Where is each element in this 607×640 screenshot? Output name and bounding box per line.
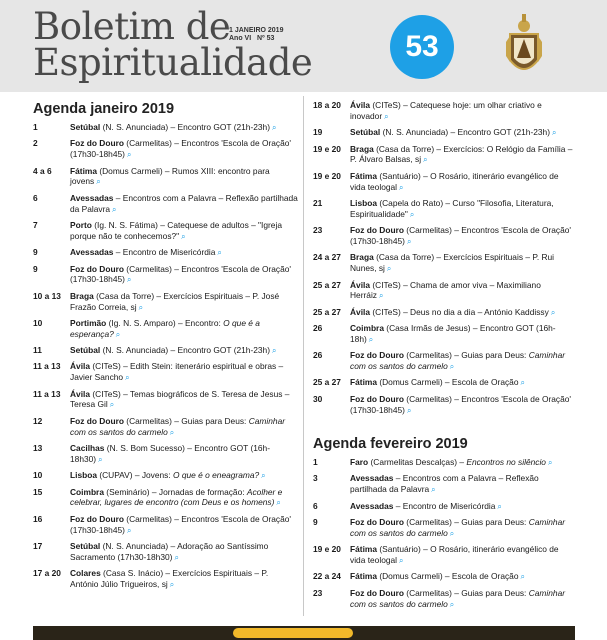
- entry-text: [350, 198, 575, 221]
- agenda-entry: [313, 280, 575, 303]
- magnifier-icon[interactable]: ⌕: [126, 525, 132, 535]
- entry-date: 15: [33, 486, 43, 497]
- entry-date: 17: [33, 541, 43, 551]
- entry-place: Ávila: [350, 279, 371, 290]
- issue-volume-number: [229, 35, 283, 43]
- magnifier-icon[interactable]: ⌕: [550, 307, 556, 317]
- entry-date: 11 a 13: [33, 361, 61, 372]
- entry-text: [70, 138, 298, 161]
- magnifier-icon[interactable]: ⌕: [109, 400, 115, 410]
- magnifier-icon[interactable]: ⌕: [276, 498, 281, 508]
- entry-description: (CITeS) – Deus no dia a dia – António Kaddissy: [370, 306, 549, 317]
- entry-date: 24 a 27: [313, 252, 341, 263]
- agenda-entry: [313, 517, 575, 540]
- entry-place: Fátima: [350, 544, 377, 555]
- entry-date: 11 a 13: [33, 388, 61, 399]
- magnifier-icon[interactable]: ⌕: [409, 209, 415, 219]
- entry-description: (Ig. N. S. Fátima) – Catequese de adultos – "Igreja porque não te conhecemos?": [70, 219, 282, 241]
- entry-text: [350, 377, 575, 389]
- entry-place: Setúbal: [70, 541, 101, 551]
- magnifier-icon[interactable]: ⌕: [181, 231, 186, 241]
- entry-place: Lisboa: [350, 197, 377, 208]
- entry-date: 11: [33, 345, 42, 356]
- entry-description: (Santuário) – O Rosário, itinerário evangélico de vida teologal: [350, 544, 559, 565]
- agenda-entry: [33, 568, 298, 591]
- entry-text: [350, 171, 575, 194]
- entry-text: [350, 323, 575, 346]
- issue-info: [229, 27, 283, 43]
- issue-number-badge: 53: [390, 15, 454, 79]
- entry-text: [70, 541, 298, 564]
- entry-date: 22 a 24: [313, 571, 341, 582]
- entry-description: (N. S. Anunciada) – Encontro GOT (21h-23h): [100, 122, 271, 132]
- entry-date: 6: [313, 500, 318, 511]
- agenda-february-list: [313, 457, 575, 610]
- masthead: [0, 0, 607, 92]
- entry-place: Portimão: [70, 317, 107, 328]
- entry-text: [70, 443, 298, 466]
- entry-text: [70, 193, 298, 216]
- entry-date: 25 a 27: [313, 306, 341, 317]
- entry-date: 7: [33, 219, 38, 230]
- agenda-entry: [313, 394, 575, 417]
- agenda-entry: [313, 588, 575, 611]
- entry-date: 23: [313, 587, 323, 598]
- entry-text: [350, 100, 575, 123]
- entry-place: Coimbra: [70, 486, 104, 497]
- entry-place: Porto: [70, 219, 92, 230]
- entry-place: Lisboa: [70, 470, 97, 481]
- entry-date: 25 a 27: [313, 377, 341, 388]
- agenda-entry: [33, 318, 298, 341]
- entry-place: Foz do Douro: [70, 138, 124, 149]
- agenda-entry: [313, 473, 575, 496]
- entry-place: Braga: [350, 143, 374, 154]
- entry-italic-title: O que é o eneagrama?: [173, 470, 260, 481]
- entry-description: (Casa da Torre) – Exercícios Espirituais – P. José Frazão Correia, sj: [70, 290, 280, 312]
- agenda-entry: [33, 264, 298, 287]
- entry-italic-title: Caminhar com os santos do carmelo: [350, 517, 566, 538]
- entry-date: 26: [313, 350, 323, 361]
- entry-date: 19 e 20: [313, 544, 341, 555]
- entry-place: Ávila: [350, 306, 371, 317]
- entry-text: [70, 568, 298, 591]
- entry-description: (CUPAV) – Jovens:: [97, 470, 174, 481]
- entry-place: Foz do Douro: [70, 513, 124, 524]
- agenda-february-title: Agenda fevereiro 2019: [313, 436, 468, 453]
- entry-italic-title: Caminhar com os santos do carmelo: [350, 350, 566, 372]
- issue-volume: Ano VI: [229, 35, 252, 42]
- entry-place: Avessadas: [70, 247, 114, 258]
- magnifier-icon[interactable]: ⌕: [169, 579, 175, 589]
- magnifier-icon[interactable]: ⌕: [217, 248, 222, 258]
- agenda-entry: [313, 198, 575, 221]
- entry-description: (Carmelitas) – Guias para Deus:: [123, 415, 249, 426]
- entry-date: 23: [313, 225, 323, 236]
- entry-description: (N. S. Anunciada) – Encontro GOT (21h-23h): [380, 127, 551, 138]
- entry-text: [350, 588, 575, 611]
- entry-description: (Seminário) – Jornadas de formação:: [103, 486, 247, 497]
- entry-description: – Encontros com a Palavra – Reflexão partilhada da Palavra: [70, 192, 298, 214]
- entry-italic-title: Encontros no silêncio: [466, 457, 546, 468]
- entry-date: 10: [33, 470, 43, 481]
- entry-description: (N. S. Anunciada) – Encontro GOT (21h-23h): [100, 345, 271, 356]
- column-right: [313, 100, 575, 615]
- entry-text: [70, 122, 298, 134]
- magnifier-icon[interactable]: ⌕: [399, 182, 404, 192]
- magnifier-icon[interactable]: ⌕: [399, 556, 404, 565]
- entry-place: Braga: [70, 290, 94, 301]
- magnifier-icon[interactable]: ⌕: [449, 362, 455, 372]
- entry-text: [70, 361, 298, 384]
- entry-date: 9: [33, 247, 38, 258]
- agenda-entry: [33, 361, 298, 384]
- entry-italic-title: Caminhar com os santos do carmelo: [70, 415, 286, 437]
- issue-number: Nº 53: [257, 35, 275, 42]
- agenda-entry: [313, 571, 575, 583]
- magnifier-icon[interactable]: ⌕: [125, 373, 130, 383]
- agenda-entry: [313, 225, 575, 248]
- magnifier-icon[interactable]: ⌕: [272, 346, 277, 356]
- entry-description: (CITeS) – Temas biográficos de S. Teresa de Jesus – Teresa Gil: [70, 388, 290, 410]
- entry-text: [70, 247, 298, 259]
- entry-text: [70, 514, 298, 537]
- agenda-entry: [33, 514, 298, 537]
- entry-place: Fátima: [350, 377, 377, 388]
- entry-place: Foz do Douro: [350, 517, 404, 528]
- entry-date: 17 a 20: [33, 568, 61, 579]
- magnifier-icon[interactable]: ⌕: [368, 334, 374, 344]
- title-line-1: Boletim de: [33, 5, 231, 48]
- entry-date: 16: [33, 513, 43, 524]
- entry-date: 1: [313, 457, 318, 468]
- entry-description: (Carmelitas) – Guias para Deus:: [403, 350, 529, 361]
- entry-date: 30: [313, 393, 323, 404]
- entry-description: (Ig. N. S. Amparo) – Encontro:: [106, 317, 224, 328]
- entry-place: Setúbal: [70, 122, 101, 132]
- entry-date: 13: [33, 443, 43, 454]
- entry-text: [70, 264, 298, 287]
- entry-date: 2: [33, 138, 38, 149]
- magnifier-icon[interactable]: ⌕: [423, 155, 428, 165]
- agenda-entry: [33, 220, 298, 243]
- entry-description: (Casa da Torre) – Exercícios Espirituais – P. Rui Nunes, sj: [350, 252, 555, 274]
- entry-place: Braga: [350, 252, 374, 263]
- entry-text: [70, 416, 298, 439]
- entry-text: [70, 487, 298, 510]
- column-left: [33, 100, 298, 595]
- agenda-entry: [33, 487, 298, 510]
- entry-text: [350, 280, 575, 303]
- entry-date: 21: [313, 197, 323, 208]
- entry-description: – Encontro de Misericórdia: [113, 247, 216, 258]
- entry-date: 6: [33, 192, 38, 203]
- entry-place: Colares: [70, 568, 101, 579]
- agenda-entry: [313, 350, 575, 373]
- agenda-entry: [313, 457, 575, 469]
- entry-text: [350, 225, 575, 248]
- magnifier-icon[interactable]: ⌕: [174, 552, 179, 562]
- agenda-january-list: [33, 122, 298, 591]
- entry-place: Fátima: [350, 571, 377, 582]
- magnifier-icon[interactable]: ⌕: [138, 302, 144, 312]
- agenda-entry: [33, 166, 298, 189]
- issue-date: 1 JANEIRO 2019: [229, 27, 284, 34]
- entry-date: 19: [313, 127, 323, 138]
- agenda-entry: [33, 345, 298, 357]
- entry-place: Foz do Douro: [350, 350, 404, 361]
- entry-description: (Carmelitas) – Encontros 'Escola de Oração' (17h30-18h45): [350, 225, 572, 246]
- entry-text: [350, 544, 575, 567]
- entry-place: Avessadas: [70, 192, 114, 203]
- magnifier-icon[interactable]: ⌕: [169, 427, 175, 437]
- entry-date: 1: [33, 122, 38, 132]
- entry-date: 3: [313, 473, 318, 484]
- agenda-entry: [33, 416, 298, 439]
- entry-date: 9: [33, 263, 38, 274]
- entry-description: (Carmelitas) – Guias para Deus:: [403, 587, 529, 598]
- agenda-entry: [33, 443, 298, 466]
- entry-text: [350, 394, 575, 417]
- agenda-entry: [313, 127, 575, 139]
- column-divider: [303, 96, 304, 616]
- entry-description: (Domus Carmeli) – Rumos XIII: encontro para jovens: [70, 165, 270, 187]
- entry-description: (N. S. Anunciada) – Adoração ao Santíssimo Sacramento (17h30-18h30): [70, 541, 269, 562]
- entry-date: 10: [33, 317, 43, 328]
- entry-place: Avessadas: [350, 473, 394, 484]
- agenda-entry: [313, 501, 575, 513]
- entry-place: Foz do Douro: [350, 225, 404, 236]
- entry-description: (CITeS) – Chama de amor viva – Maximiliano Herráiz: [350, 279, 541, 301]
- magnifier-icon[interactable]: ⌕: [272, 123, 277, 132]
- entry-description: (Santuário) – O Rosário, itinerário evangélico de vida teologal: [350, 170, 559, 192]
- entry-date: 19 e 20: [313, 170, 341, 181]
- agenda-entry: [33, 193, 298, 216]
- entry-text: [350, 501, 575, 513]
- magnifier-icon[interactable]: ⌕: [386, 264, 392, 274]
- title-line-2: Espiritualidade: [33, 41, 313, 84]
- entry-place: Coimbra: [350, 323, 384, 334]
- bottom-photo-strip: [33, 626, 575, 640]
- agenda-entry: [313, 307, 575, 319]
- magnifier-icon[interactable]: ⌕: [449, 528, 455, 538]
- entry-date: 25 a 27: [313, 279, 341, 290]
- agenda-entry: [33, 138, 298, 161]
- entry-place: Foz do Douro: [70, 263, 124, 274]
- entry-date: 10 a 13: [33, 290, 61, 301]
- entry-text: [70, 318, 298, 341]
- entry-description: (N. S. Bom Sucesso) – Encontro GOT (16h-18h30): [70, 443, 270, 464]
- entry-text: [70, 345, 298, 357]
- magnifier-icon[interactable]: ⌕: [261, 471, 266, 481]
- magnifier-icon[interactable]: ⌕: [379, 291, 384, 301]
- entry-description: (Casa da Torre) – Exercícios: O Relógio da Família – P. Álvaro Balsas, sj: [350, 143, 573, 165]
- entry-text: [70, 291, 298, 314]
- magnifier-icon[interactable]: ⌕: [520, 572, 525, 582]
- entry-place: Foz do Douro: [70, 415, 124, 426]
- magnifier-icon[interactable]: ⌕: [406, 236, 412, 246]
- entry-text: [350, 457, 575, 469]
- entry-place: Setúbal: [70, 345, 101, 356]
- entry-text: [70, 220, 298, 243]
- magnifier-icon[interactable]: ⌕: [552, 128, 557, 138]
- entry-description: (Casa S. Inácio) – Exercícios Espirituais – P. António Júlio Trigueiros, sj: [70, 568, 269, 589]
- carmelite-crest-icon: [500, 12, 548, 84]
- entry-description: (Carmelitas) – Encontros 'Escola de Oração' (17h30-18h45): [70, 138, 292, 160]
- entry-description: (Carmelitas Descalças) –: [368, 457, 467, 468]
- entry-place: Setúbal: [350, 127, 381, 138]
- agenda-entry: [313, 100, 575, 123]
- entry-date: 9: [313, 517, 318, 528]
- entry-date: 4 a 6: [33, 165, 52, 176]
- magnifier-icon[interactable]: ⌕: [384, 111, 389, 121]
- magnifier-icon[interactable]: ⌕: [520, 378, 525, 388]
- entry-description: – Encontro de Misericórdia: [393, 500, 496, 511]
- entry-description: (Carmelitas) – Guias para Deus:: [403, 517, 529, 528]
- agenda-entry: [313, 171, 575, 194]
- magnifier-icon[interactable]: ⌕: [112, 204, 117, 214]
- entry-place: Cacilhas: [70, 443, 105, 454]
- magnifier-icon[interactable]: ⌕: [126, 150, 132, 160]
- entry-date: 26: [313, 323, 323, 334]
- entry-text: [350, 307, 575, 319]
- agenda-entry: [313, 377, 575, 389]
- magnifier-icon[interactable]: ⌕: [547, 458, 553, 468]
- entry-date: 19 e 20: [313, 143, 341, 154]
- entry-place: Avessadas: [350, 500, 394, 511]
- entry-description: (Carmelitas) – Encontros 'Escola de Oração' (17h30-18h45): [350, 393, 572, 415]
- entry-place: Ávila: [350, 100, 371, 110]
- magnifier-icon[interactable]: ⌕: [98, 454, 103, 464]
- agenda-entry: [33, 291, 298, 314]
- entry-date: 12: [33, 415, 43, 426]
- entry-text: [70, 470, 298, 482]
- entry-description: – Encontros com a Palavra – Reflexão partilhada da Palavra: [350, 473, 539, 495]
- entry-place: Fátima: [70, 165, 97, 176]
- entry-description: (Domus Carmeli) – Escola de Oração: [377, 377, 519, 388]
- entry-text: [350, 350, 575, 373]
- entry-description: (Capela do Rato) – Curso "Filosofia, Literatura, Espiritualidade": [350, 197, 554, 219]
- entry-place: Fátima: [350, 170, 377, 181]
- entry-text: [350, 252, 575, 275]
- agenda-entry: [313, 144, 575, 167]
- agenda-entry: [313, 544, 575, 567]
- agenda-january-title: Agenda janeiro 2019: [33, 101, 175, 117]
- entry-description: (Carmelitas) – Encontros 'Escola de Oração' (17h30-18h45): [70, 263, 292, 285]
- entry-text: [70, 389, 298, 412]
- agenda-january-continued-list: [313, 100, 575, 416]
- entry-text: [70, 166, 298, 189]
- magnifier-icon[interactable]: ⌕: [115, 329, 121, 339]
- entry-italic-title: Caminhar com os santos do carmelo: [350, 587, 566, 609]
- entry-text: [350, 517, 575, 540]
- magnifier-icon[interactable]: ⌕: [96, 177, 101, 187]
- entry-place: Faro: [350, 457, 369, 468]
- agenda-entry: [33, 122, 298, 134]
- agenda-entry: [313, 323, 575, 346]
- entry-description: (Domus Carmeli) – Escola de Oração: [377, 571, 519, 582]
- magnifier-icon[interactable]: ⌕: [449, 599, 455, 609]
- magnifier-icon[interactable]: ⌕: [497, 501, 502, 511]
- magnifier-icon[interactable]: ⌕: [431, 485, 436, 495]
- entry-text: [350, 144, 575, 167]
- magnifier-icon[interactable]: ⌕: [126, 275, 132, 285]
- agenda-entry: [33, 541, 298, 564]
- entry-description: (CITeS) – Edith Stein: itenerário espiritual e obras – Javier Sancho: [70, 361, 284, 383]
- entry-place: Ávila: [70, 388, 91, 399]
- entry-date: 18 a 20: [313, 100, 341, 110]
- entry-text: [350, 473, 575, 496]
- entry-place: Foz do Douro: [350, 393, 404, 404]
- entry-place: Foz do Douro: [350, 587, 404, 598]
- entry-description: (Casa Irmãs de Jesus) – Encontro GOT (16h-18h): [350, 323, 556, 344]
- entry-text: [350, 571, 575, 583]
- agenda-entry: [33, 247, 298, 259]
- agenda-entry: [33, 470, 298, 482]
- magnifier-icon[interactable]: ⌕: [406, 405, 412, 415]
- entry-italic-title: O que é a esperança?: [70, 317, 260, 339]
- agenda-entry: [33, 389, 298, 412]
- entry-italic-title: Acolher e celebrar, lugares de encontro (com Deus e os homens): [70, 486, 283, 508]
- agenda-entry: [313, 252, 575, 275]
- entry-place: Ávila: [70, 361, 91, 372]
- entry-description: (CITeS) – Catequese hoje: um olhar criativo e inovador: [350, 100, 542, 121]
- entry-description: (Carmelitas) – Encontros 'Escola de Oração' (17h30-18h45): [70, 513, 292, 535]
- entry-text: [350, 127, 575, 139]
